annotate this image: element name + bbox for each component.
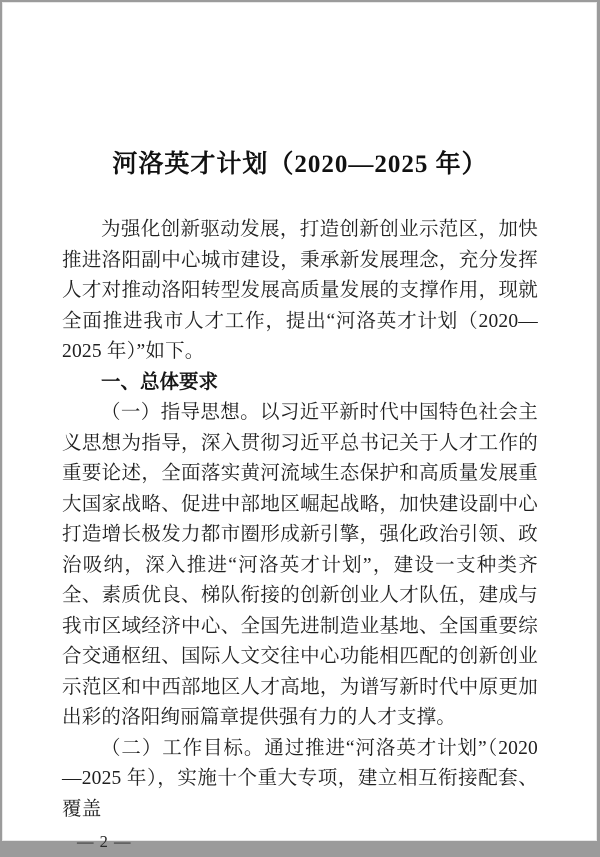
document-page [2,2,597,841]
section-heading-overall-requirements: 一、总体要求 [62,368,538,399]
intro-paragraph: 为强化创新驱动发展，打造创新创业示范区，加快推进洛阳副中心城市建设，秉承新发展理念，充分发挥人才对推动洛阳转型发展高质量发展的支撑作用，现就全面推进我市人才工作，提出“河洛英才计划（2020—2025 年）”如下。 [62,215,538,368]
work-goals-paragraph: （二）工作目标。通过推进“河洛英才计划”（2020—2025 年），实施十个重大专项，建立相互衔接配套、覆盖 [62,734,538,826]
document-title: 河洛英才计划（2020—2025 年） [62,148,538,182]
guiding-ideology-paragraph: （一）指导思想。以习近平新时代中国特色社会主义思想为指导，深入贯彻习近平总书记关于人才工作的重要论述，全面落实黄河流域生态保护和高质量发展重大国家战略、促进中部地区崛起战略，加快建设副中心打造增长极发力都市圈形成新引擎，强化政治引领、政治吸纳，深入推进“河洛英才计划”，建设一支种类齐全、素质优良、梯队衔接的创新创业人才队伍，建成与我市区域经济中心、全国先进制造业基地、全国重要综合交通枢纽、国际人文交往中心功能相匹配的创新创业示范区和中西部地区人才高地，为谱写新时代中原更加出彩的洛阳绚丽篇章提供强有力的人才支撑。 [62,398,538,734]
page-number: — 2 — [62,827,538,857]
